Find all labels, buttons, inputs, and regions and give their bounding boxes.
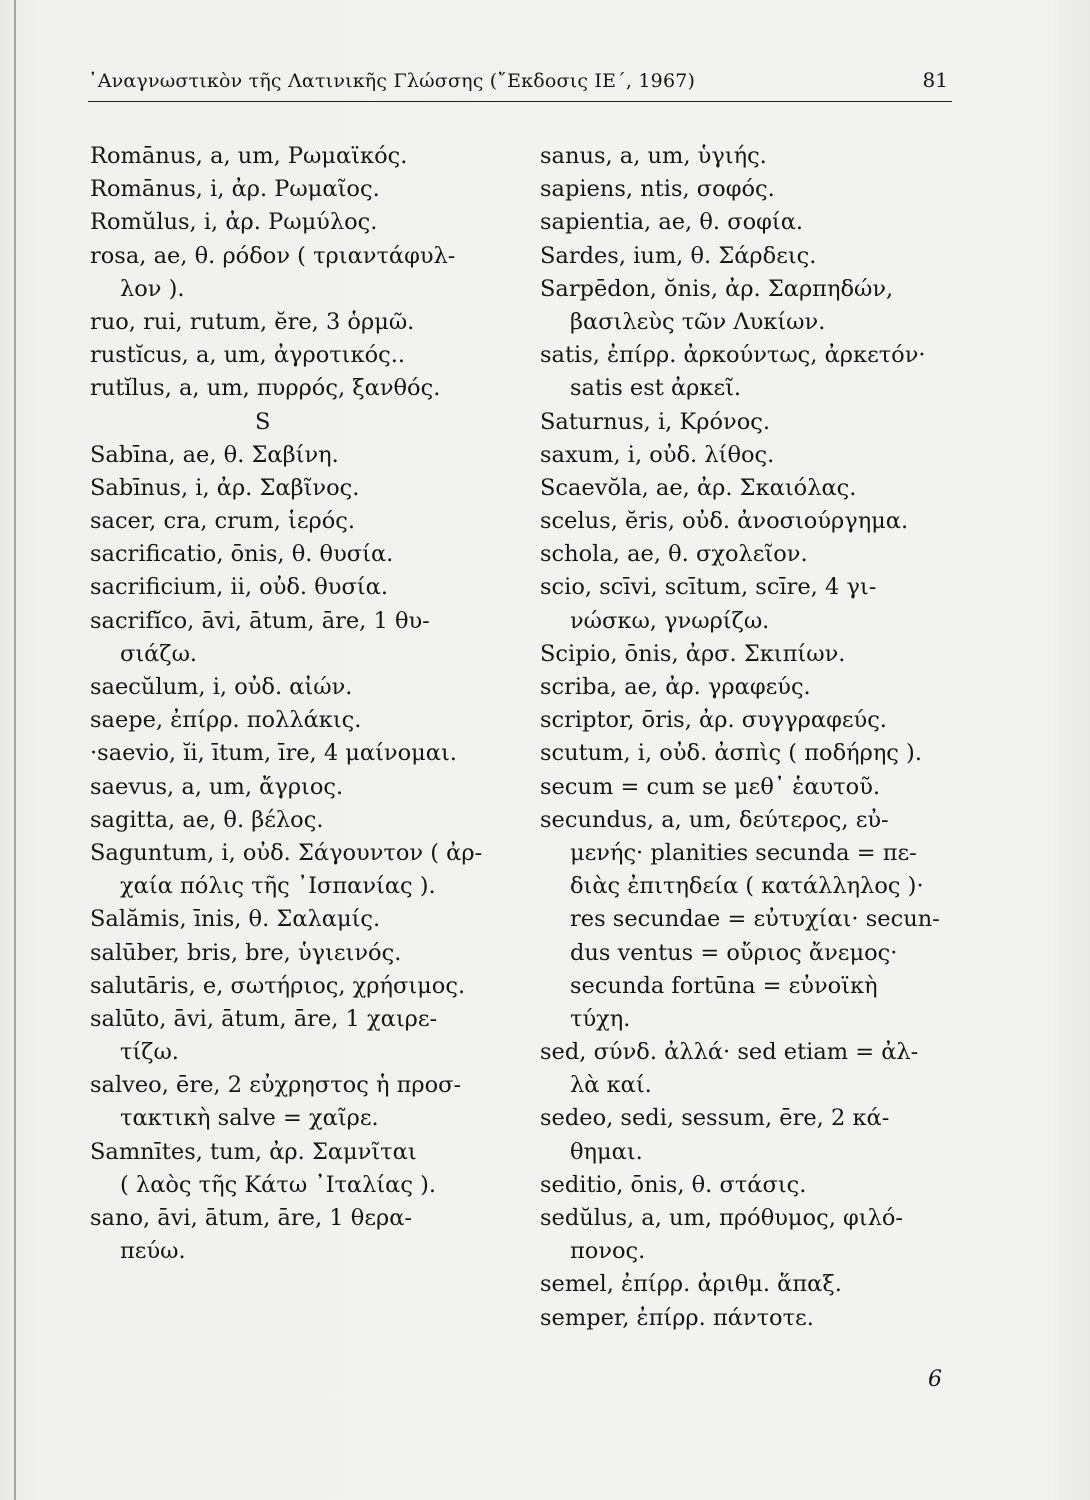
- dictionary-line: σιάζω.: [120, 640, 198, 667]
- dictionary-line: secundus, a, um, δεύτερος, εὐ-: [540, 806, 889, 833]
- dictionary-line: salūber, bris, bre, ὑγιεινός.: [90, 939, 402, 966]
- signature-mark: 6: [928, 1367, 942, 1392]
- dictionary-line: semper, ἐπίρρ. πάντοτε.: [540, 1304, 814, 1331]
- dictionary-line: scriptor, ōris, ἀρ. συγγραφεύς.: [540, 707, 887, 734]
- page-header: [88, 68, 952, 102]
- dictionary-line: salutāris, e, σωτήριος, χρήσιμος.: [90, 972, 466, 999]
- right-column: [540, 140, 960, 1335]
- dictionary-line: dus ventus = οὔριος ἄνεμος·: [570, 939, 898, 966]
- dictionary-line: saxum, i, οὐδ. λίθος.: [540, 441, 775, 468]
- dictionary-line: λον ).: [120, 275, 185, 302]
- dictionary-line: scriba, ae, ἀρ. γραφεύς.: [540, 674, 811, 700]
- dictionary-line: sapientia, ae, θ. σοφία.: [540, 209, 804, 236]
- dictionary-line: sacrificatio, ōnis, θ. θυσία.: [90, 541, 394, 568]
- dictionary-line: satis est ἀρκεῖ.: [570, 375, 742, 402]
- dictionary-line: saevus, a, um, ἄγριος.: [90, 773, 344, 800]
- dictionary-line: sapiens, ntis, σοφός.: [540, 176, 775, 203]
- dictionary-line: satis, ἐπίρρ. ἀρκούντως, ἀρκετόν·: [540, 342, 926, 369]
- dictionary-line: saepe, ἐπίρρ. πολλάκις.: [90, 707, 362, 734]
- left-column: [90, 140, 516, 1268]
- dictionary-line: secunda fortūna = εὐνοϊκὴ: [570, 972, 878, 999]
- dictionary-line: Saguntum, i, οὐδ. Σάγουντον ( ἀρ-: [90, 839, 483, 866]
- section-letter-heading: S: [255, 408, 271, 435]
- dictionary-line: χαία πόλις τῆς ᾽Ισπανίας ).: [120, 873, 436, 900]
- dictionary-line: sedŭlus, a, um, πρόθυμος, φιλό-: [540, 1205, 903, 1231]
- dictionary-line: salveo, ēre, 2 εὐχρηστος ἡ προσ-: [90, 1072, 462, 1099]
- dictionary-line: res secundae = εὐτυχίαι· secun-: [570, 906, 940, 933]
- dictionary-line: νώσκω, γνωρίζω.: [570, 607, 770, 634]
- dictionary-line: sed, σύνδ. ἀλλά· sed etiam = ἀλ-: [540, 1039, 919, 1066]
- dictionary-line: Saturnus, i, Κρόνος.: [540, 408, 771, 435]
- dictionary-line: Romānus, a, um, Ρωμαϊκός.: [90, 143, 408, 169]
- dictionary-line: Sabīna, ae, θ. Σαβίνη.: [90, 441, 339, 468]
- dictionary-line: τακτικὴ salve = χαῖρε.: [120, 1105, 379, 1132]
- dictionary-line: rosa, ae, θ. ρόδον ( τριαντάφυλ-: [90, 242, 456, 269]
- dictionary-line: semel, ἐπίρρ. ἀριθμ. ἅπαξ.: [540, 1271, 842, 1298]
- dictionary-line: Scaevŏla, ae, ἀρ. Σκαιόλας.: [540, 474, 857, 501]
- dictionary-line: διὰς ἐπιτηδεία ( κατάλληλος )·: [570, 873, 924, 900]
- dictionary-line: saecŭlum, i, οὐδ. αἰών.: [90, 674, 353, 700]
- dictionary-line: τίζω.: [120, 1039, 179, 1066]
- page-edge: [14, 0, 16, 1500]
- dictionary-line: τύχη.: [570, 1005, 631, 1032]
- dictionary-line: rustĭcus, a, um, ἀγροτικός..: [90, 342, 406, 369]
- dictionary-line: πονος.: [570, 1238, 646, 1265]
- dictionary-line: scutum, i, οὐδ. ἀσπὶς ( ποδήρης ).: [540, 740, 922, 767]
- dictionary-line: Sarpēdon, ŏnis, ἀρ. Σαρπηδών,: [540, 275, 894, 302]
- dictionary-line: ·saevio, ĭi, ītum, īre, 4 μαίνομαι.: [90, 740, 457, 767]
- dictionary-line: θημαι.: [570, 1138, 643, 1165]
- dictionary-line: Sardes, ium, θ. Σάρδεις.: [540, 242, 817, 269]
- page-number: 81: [922, 68, 948, 92]
- header-title: ᾽Αναγνωστικὸν τῆς Λατινικῆς Γλώσσης (῎Εκδοσις ΙΕ΄, 1967): [88, 70, 696, 92]
- header-rule: [88, 101, 952, 102]
- dictionary-line: sano, āvi, ātum, āre, 1 θερα-: [90, 1205, 412, 1231]
- dictionary-line: Salămis, īnis, θ. Σαλαμίς.: [90, 906, 381, 933]
- dictionary-line: λὰ καί.: [570, 1072, 652, 1099]
- dictionary-line: sacrificium, ii, οὐδ. θυσία.: [90, 574, 388, 601]
- dictionary-line: Romŭlus, i, ἀρ. Ρωμύλος.: [90, 209, 378, 236]
- dictionary-line: sacer, cra, crum, ἱερός.: [90, 508, 356, 535]
- dictionary-line: ruo, rui, rutum, ĕre, 3 ὁρμῶ.: [90, 308, 415, 335]
- dictionary-line: salūto, āvi, ātum, āre, 1 χαιρε-: [90, 1005, 438, 1032]
- dictionary-line: βασιλεὺς τῶν Λυκίων.: [570, 308, 826, 335]
- dictionary-line: schola, ae, θ. σχολεῖον.: [540, 541, 808, 568]
- dictionary-line: sagitta, ae, θ. βέλος.: [90, 806, 324, 833]
- dictionary-line: Scipio, ōnis, ἀρσ. Σκιπίων.: [540, 640, 846, 667]
- dictionary-line: Samnītes, tum, ἀρ. Σαμνῖται: [90, 1138, 417, 1165]
- dictionary-line: sacrifĭco, āvi, ātum, āre, 1 θυ-: [90, 607, 430, 634]
- dictionary-line: μενής· planities secunda = πε-: [570, 839, 917, 866]
- dictionary-line: sanus, a, um, ὑγιής.: [540, 143, 767, 169]
- dictionary-line: scelus, ĕris, οὐδ. ἀνοσιούργημα.: [540, 508, 909, 535]
- dictionary-line: secum = cum se μεθ᾽ ἑαυτοῦ.: [540, 773, 881, 800]
- dictionary-line: scio, scīvi, scītum, scīre, 4 γι-: [540, 574, 877, 601]
- dictionary-line: rutĭlus, a, um, πυρρός, ξανθός.: [90, 375, 441, 402]
- dictionary-line: seditio, ōnis, θ. στάσις.: [540, 1171, 807, 1198]
- dictionary-line: ( λαὸς τῆς Κάτω ᾽Ιταλίας ).: [120, 1171, 437, 1198]
- dictionary-line: sedeo, sedi, sessum, ēre, 2 κά-: [540, 1105, 890, 1132]
- dictionary-line: Romānus, i, ἀρ. Ρωμαῖος.: [90, 176, 380, 203]
- dictionary-line: πεύω.: [120, 1238, 186, 1265]
- dictionary-line: Sabīnus, i, ἀρ. Σαβῖνος.: [90, 474, 360, 501]
